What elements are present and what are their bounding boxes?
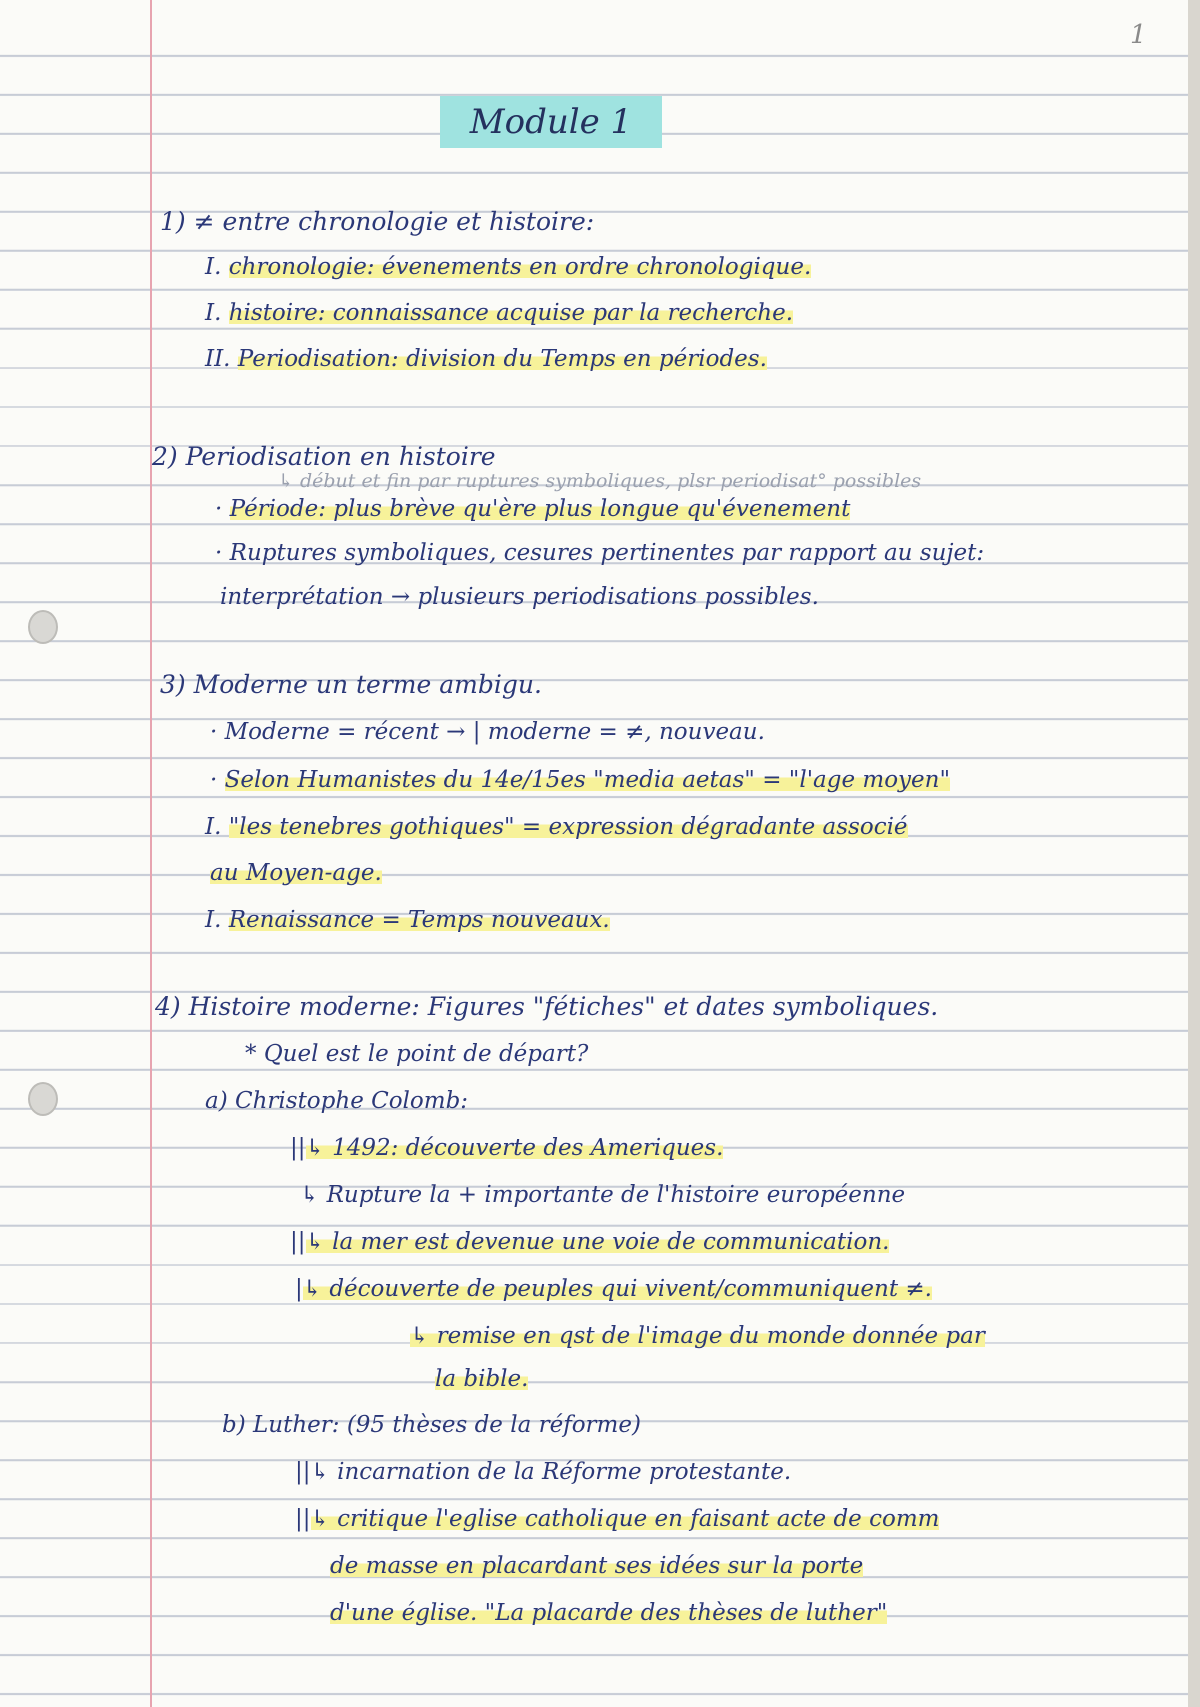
binder-hole — [28, 610, 58, 644]
note-line: · Moderne = récent → | moderne = ≠, nouveau. — [210, 719, 765, 745]
page-title: Module 1 — [440, 96, 662, 148]
page-edge — [1188, 0, 1200, 1707]
note-line: |↳ découverte de peuples qui vivent/communiquent ≠. — [295, 1276, 932, 1302]
margin-line — [150, 0, 152, 1707]
note-line: I. Renaissance = Temps nouveaux. — [205, 907, 610, 933]
note-line: ||↳ incarnation de la Réforme protestante. — [295, 1459, 792, 1485]
note-line: ||↳ la mer est devenue une voie de communication. — [290, 1229, 890, 1255]
note-line: ↳ remise en qst de l'image du monde donnée par — [410, 1323, 985, 1349]
page-number: 1 — [1130, 20, 1147, 50]
note-line: I. histoire: connaissance acquise par la recherche. — [205, 300, 794, 326]
note-line: d'une église. "La placarde des thèses de luther" — [330, 1600, 888, 1626]
note-line: · Période: plus brève qu'ère plus longue qu'évenement — [215, 496, 851, 522]
note-line: la bible. — [435, 1366, 529, 1392]
note-line: II. Periodisation: division du Temps en périodes. — [205, 346, 767, 372]
note-line: interprétation → plusieurs periodisations possibles. — [220, 584, 819, 610]
note-line: * Quel est le point de départ? — [245, 1041, 589, 1067]
binder-hole — [28, 1082, 58, 1116]
note-line: au Moyen-age. — [210, 860, 382, 886]
note-line: de masse en placardant ses idées sur la porte — [330, 1553, 864, 1579]
note-line: I. "les tenebres gothiques" = expression dégradante associé — [205, 814, 908, 840]
note-line: ||↳ critique l'eglise catholique en faisant acte de comm — [295, 1506, 940, 1532]
note-line: b) Luther: (95 thèses de la réforme) — [222, 1412, 641, 1438]
note-line: ||↳ 1492: découverte des Ameriques. — [290, 1135, 724, 1161]
section-heading: 3) Moderne un terme ambigu. — [160, 670, 542, 699]
note-line: ↳ Rupture la + importante de l'histoire européenne — [300, 1182, 906, 1208]
note-line: I. chronologie: évenements en ordre chronologique. — [205, 254, 812, 280]
section-heading: 2) Periodisation en histoire — [152, 442, 496, 471]
pencil-note: ↳ début et fin par ruptures symboliques, plsr periodisat° possibles — [278, 470, 922, 492]
note-line: · Ruptures symboliques, cesures pertinentes par rapport au sujet: — [215, 540, 985, 566]
section-heading: 1) ≠ entre chronologie et histoire: — [160, 207, 595, 236]
note-line: a) Christophe Colomb: — [205, 1088, 469, 1114]
section-heading: 4) Histoire moderne: Figures "fétiches" et dates symboliques. — [155, 992, 939, 1021]
note-line: · Selon Humanistes du 14e/15es "media aetas" = "l'age moyen" — [210, 767, 951, 793]
